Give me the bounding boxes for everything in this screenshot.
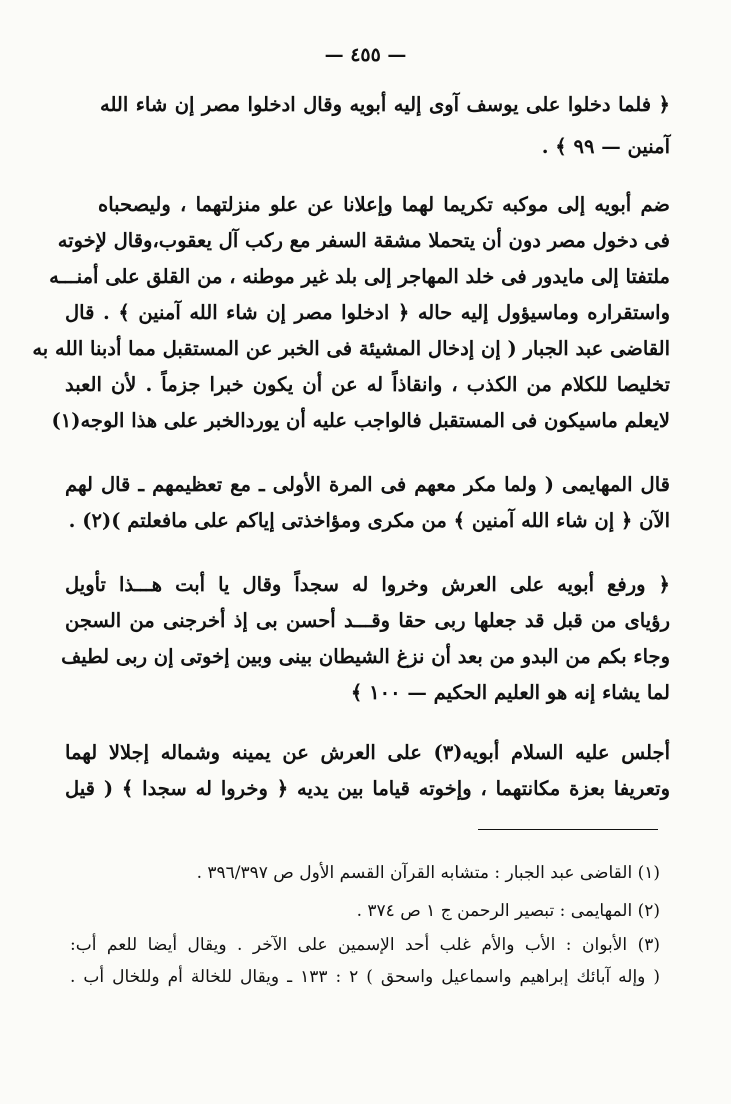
text-line: ملتفتا إلى مايدور فى خلد المهاجر إلى بلد غير موطنه ، من القلق على أمنـــه xyxy=(49,265,670,288)
text-line: القاضى عبد الجبار ( إن إدخال المشيئة فى الخبر عن المستقبل مما أدبنا الله به xyxy=(32,337,670,360)
text-line: واستقراره وماسيؤول إليه حاله ﴿ ادخلوا مصر إن شاء الله آمنين ﴾ . قال xyxy=(65,301,670,324)
footnote: (٢) المهايمى : تبصير الرحمن ج ١ ص ٣٧٤ . xyxy=(356,901,660,921)
text-line: ﴿ ورفع أبويه على العرش وخروا له سجداً وقال يا أبت هـــذا تأويل xyxy=(65,573,670,596)
text-line: لما يشاء إنه هو العليم الحكيم — ١٠٠ ﴾ xyxy=(350,681,670,704)
footnote: (٣) الأبوان : الأب والأم غلب أحد الإسمين على الآخر . ويقال أيضا للعم أب: xyxy=(70,935,660,955)
text-line: أجلس عليه السلام أبويه(٣) على العرش عن يمينه وشماله إجلالا لهما xyxy=(65,741,670,764)
footnote: ( وإله آبائك إبراهيم واسماعيل واسحق ) ٢ : ١٣٣ ـ ويقال للخالة أم وللخال أب . xyxy=(70,967,660,987)
text-line: رؤياى من قبل قد جعلها ربى حقا وقـــد أحسن بى إذ أخرجنى من السجن xyxy=(65,609,670,632)
text-line: وجاء بكم من البدو من بعد أن نزغ الشيطان بينى وبين إخوتى إن ربى لطيف xyxy=(61,645,670,668)
text-line: وتعريفا بعزة مكانتهما ، وإخوته قياما بين يديه ﴿ وخروا له سجدا ﴾ ( قيل xyxy=(65,777,670,800)
text-line: الآن ﴿ إن شاء الله آمنين ﴾ من مكرى ومؤاخذتى إياكم على مافعلتم )(٢) . xyxy=(68,509,670,532)
text-line: ضم أبويه إلى موكبه تكريما لهما وإعلانا عن علو منزلتهما ، وليصحباه xyxy=(98,193,670,216)
text-line: ﴿ فلما دخلوا على يوسف آوى إليه أبويه وقال ادخلوا مصر إن شاء الله xyxy=(100,93,670,116)
footnote: (١) القاضى عبد الجبار : متشابه القرآن القسم الأول ص ٣٩٦/٣٩٧ . xyxy=(196,863,660,883)
text-line: آمنين — ٩٩ ﴾ . xyxy=(541,135,670,158)
text-line: تخليصا للكلام من الكذب ، وانقاذاً له عن أن يكون خبرا جزماً . لأن العبد xyxy=(65,373,670,396)
text-line: لايعلم ماسيكون فى المستقبل فالواجب عليه أن يوردالخبر على هذا الوجه(١) xyxy=(51,409,670,432)
footnote-separator xyxy=(478,829,658,830)
page-number: — ٤٥٥ — xyxy=(324,44,407,66)
text-line: فى دخول مصر دون أن يتحملا مشقة السفر مع ركب آل يعقوب،وقال لإخوته xyxy=(57,229,670,252)
text-line: قال المهايمى ( ولما مكر معهم فى المرة الأولى ـ مع تعظيمهم ـ قال لهم xyxy=(65,473,670,496)
